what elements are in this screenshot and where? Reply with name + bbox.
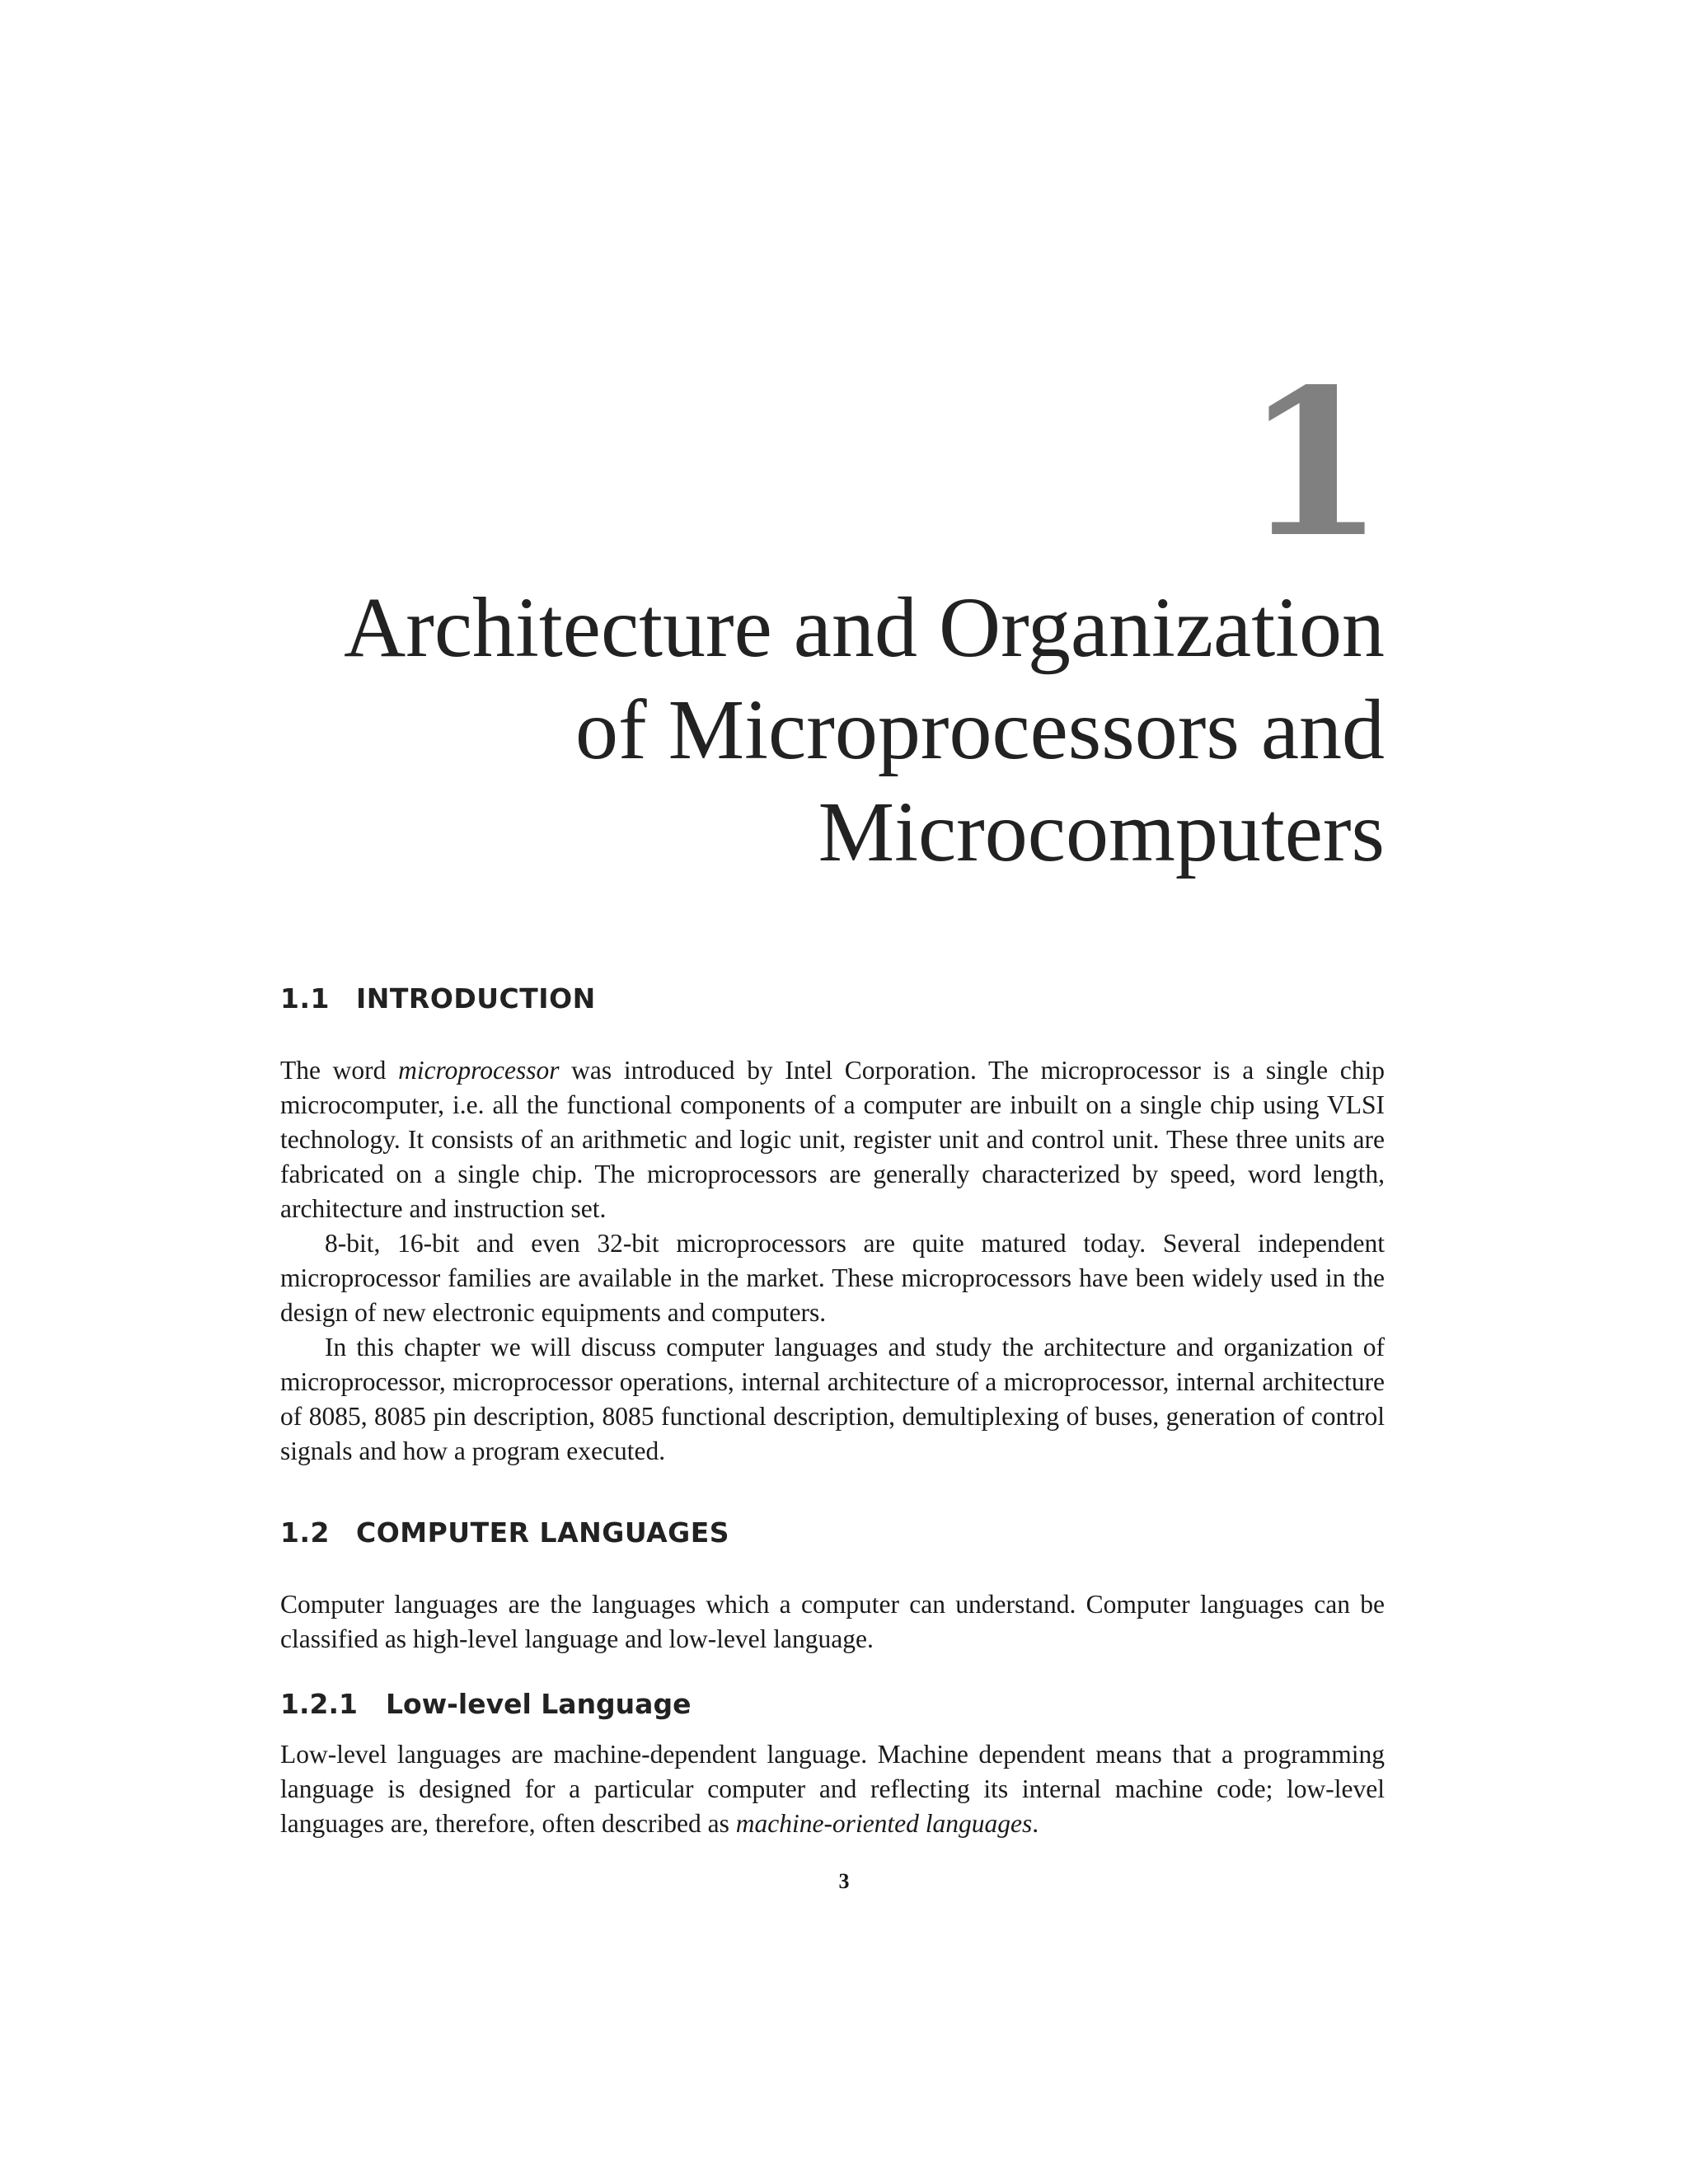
section-introduction: [280, 981, 1385, 1469]
section-heading: [280, 1515, 1385, 1551]
paragraph: Computer languages are the languages which a computer can understand. Computer languages can be classified as high-level language and low-level language.: [280, 1590, 1385, 1653]
subsection-title: Low-level Language: [386, 1688, 692, 1720]
section-heading: [280, 981, 1385, 1017]
subsection-low-level-language: [280, 1686, 1385, 1841]
section-title: INTRODUCTION: [356, 982, 596, 1015]
paragraph: [280, 1053, 1385, 1226]
text-run: was introduced by Intel Corporation. The microprocessor is a single chip microcomputer, i.e. all the functional components of a computer are inbuilt on a single chip using VLSI technology. It consists of an arithmetic and logic unit, register unit and control unit. These three units are fabricated on a single chip. The microprocessors are generally characterized by speed, word length, architecture and instruction set.: [280, 1056, 1385, 1223]
subsection-number: 1.2.1: [280, 1688, 358, 1720]
chapter-title: [148, 577, 1385, 883]
section-computer-languages: [280, 1515, 1385, 1657]
section-title: COMPUTER LANGUAGES: [356, 1516, 730, 1549]
text-run: .: [1032, 1809, 1039, 1838]
chapter-title-line: Microcomputers: [818, 785, 1385, 879]
paragraph: 8-bit, 16-bit and even 32-bit microprocessors are quite matured today. Several independent microprocessor families are available in the market. These microprocessors have been widely used in the design of new electronic equipments and computers.: [280, 1229, 1385, 1327]
paragraph: In this chapter we will discuss computer languages and study the architecture and organization of microprocessor, microprocessor operations, internal architecture of a microprocessor, internal architecture of 8085, 8085 pin description, 8085 functional description, demultiplexing of buses, generation of control signals and how a program executed.: [280, 1333, 1385, 1465]
paragraph: [280, 1737, 1385, 1841]
text-run: Low-level languages are machine-dependent language. Machine dependent means that a programming language is designed for a particular computer and reflecting its internal machine code; low-level languages are, therefore, often described as: [280, 1740, 1385, 1838]
body-content: [280, 981, 1385, 1841]
section-number: 1.2: [280, 1516, 330, 1549]
chapter-title-line: of Microprocessors and: [575, 682, 1385, 777]
emphasis-text: machine-oriented languages: [735, 1809, 1033, 1838]
emphasis-text: microprocessor: [398, 1056, 560, 1085]
section-number: 1.1: [280, 982, 330, 1015]
subsection-heading: [280, 1686, 1385, 1722]
chapter-title-line: Architecture and Organization: [344, 580, 1385, 675]
text-run: The word: [280, 1056, 399, 1085]
page-number: 3: [838, 1869, 850, 1893]
chapter-number: 1: [1244, 344, 1385, 582]
